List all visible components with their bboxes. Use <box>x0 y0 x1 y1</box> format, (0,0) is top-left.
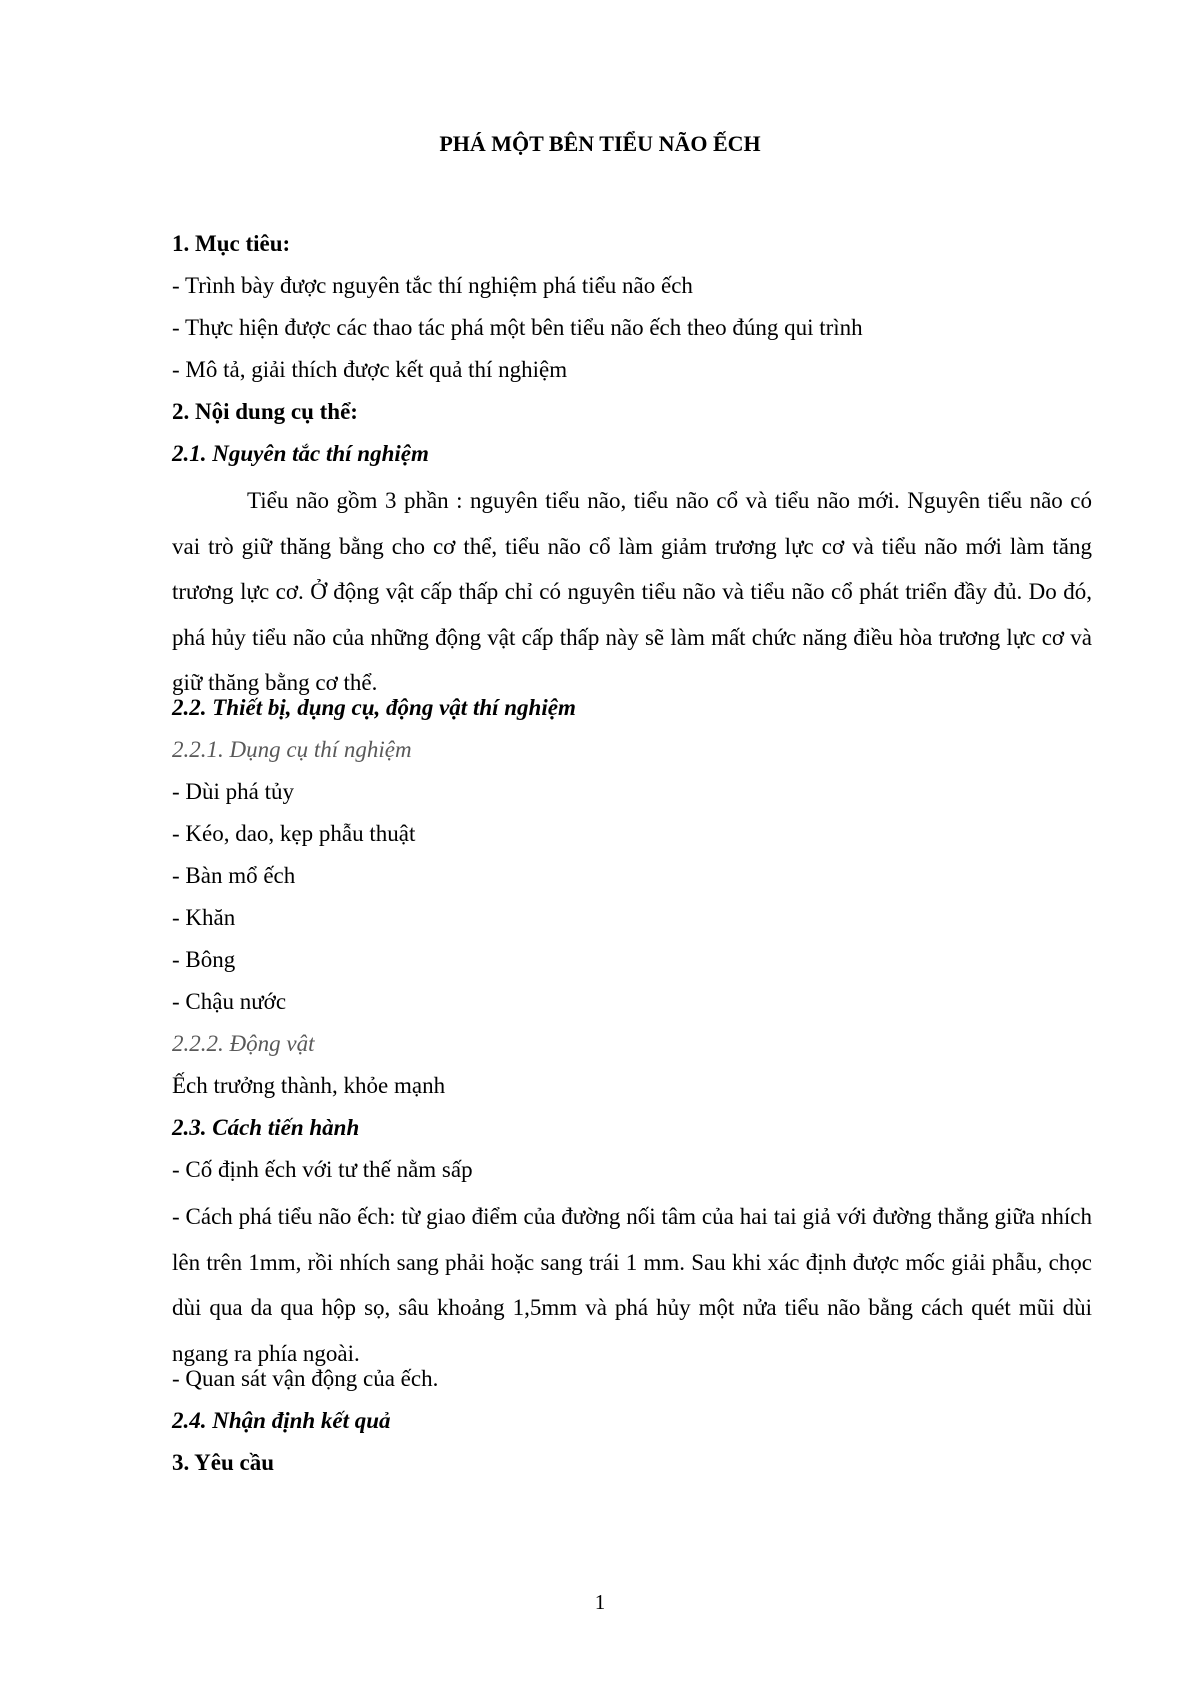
procedure-item-2: - Cách phá tiểu não ếch: từ giao điểm của đường nối tâm của hai tai giả với đường thẳng giữa nhích lên trên 1mm, rồi nhích sang phải hoặc sang trái 1 mm. Sau khi xác định được mốc giải phẫu, chọc dùi qua da qua hộp sọ, sâu khoảng 1,5mm và phá hủy một nửa tiểu não bằng cách quét mũi dùi ngang ra phía ngoài. <box>172 1204 1092 1366</box>
section-2-3-heading: 2.3. Cách tiến hành <box>172 1115 360 1140</box>
objective-item-1: - Trình bày được nguyên tắc thí nghiệm phá tiểu não ếch <box>172 273 693 298</box>
procedure-item-1: - Cố định ếch với tư thế nằm sấp <box>172 1157 473 1182</box>
section-2-2-2-heading: 2.2.2. Động vật <box>172 1031 315 1056</box>
principle-text: Tiểu não gồm 3 phần : nguyên tiểu não, tiểu não cổ và tiểu não mới. Nguyên tiểu não có vai trò giữ thăng bằng cho cơ thể, tiểu não cổ làm giảm trương lực cơ và tiểu não mới làm tăng trương lực cơ. Ở động vật cấp thấp chỉ có nguyên tiểu não và tiểu não cổ phát triển đầy đủ. Do đó, phá hủy tiểu não của những động vật cấp thấp này sẽ làm mất chức năng điều hòa trương lực cơ và giữ thăng bằng cơ thể. <box>172 488 1092 695</box>
document-title: PHÁ MỘT BÊN TIỂU NÃO ẾCH <box>439 131 761 156</box>
section-1-heading: 1. Mục tiêu: <box>172 231 291 256</box>
section-2-1-heading: 2.1. Nguyên tắc thí nghiệm <box>172 441 429 466</box>
animal-text: Ếch trưởng thành, khỏe mạnh <box>172 1073 446 1098</box>
page-number: 1 <box>594 1590 606 1614</box>
section-2-2-1-heading: 2.2.1. Dụng cụ thí nghiệm <box>172 737 412 762</box>
section-2-4-heading: 2.4. Nhận định kết quả <box>172 1408 391 1433</box>
tool-item-2: - Kéo, dao, kẹp phẫu thuật <box>172 821 416 846</box>
tool-item-1: - Dùi phá tủy <box>172 779 295 804</box>
objective-item-2: - Thực hiện được các thao tác phá một bên tiểu não ếch theo đúng qui trình <box>172 315 863 340</box>
procedure-item-3: - Quan sát vận động của ếch. <box>172 1366 439 1391</box>
section-3-heading: 3. Yêu cầu <box>172 1450 275 1475</box>
tool-item-5: - Bông <box>172 947 236 972</box>
tool-item-6: - Chậu nước <box>172 989 287 1014</box>
objective-item-3: - Mô tả, giải thích được kết quả thí nghiệm <box>172 357 568 382</box>
section-2-2-heading: 2.2. Thiết bị, dụng cụ, động vật thí nghiệm <box>172 695 576 720</box>
section-2-heading: 2. Nội dung cụ thể: <box>172 399 358 424</box>
principle-paragraph <box>172 478 1092 706</box>
tool-item-4: - Khăn <box>172 905 236 930</box>
tool-item-3: - Bàn mổ ếch <box>172 863 296 888</box>
